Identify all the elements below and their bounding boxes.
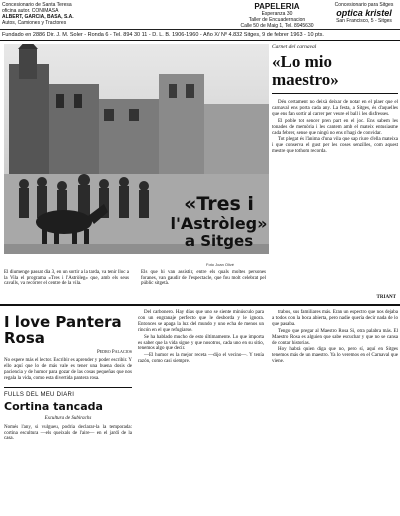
author-signature: TRIANT (376, 295, 396, 300)
headline-line: «Tres i (184, 193, 254, 215)
paragraph: Del carbonero. Hay días que uno se siente minúsculo para con un engranaje perfecto que le desborda y le ignora. Entonces se apaga la luz del mundo y uno echa de menos un rincón en el que refugiarse. (138, 310, 264, 333)
paragraph: El poble tot sencer pren part en el joc. Ens sabem les tonades de memòria i les cantem amb el mateix entusiasme cada febrer, sense que ningú no ens n'hagi de convidar. (272, 118, 398, 136)
headline-line: a Sitges (184, 232, 254, 250)
article-title: «Lo mio maestro» (272, 53, 398, 94)
paragraph: Tengo que pregar al Maestro Rosa Si, otra palabra más. El Maestro Rosa es alguien que sabe escuchar y que no se cansa de contar historias. (272, 328, 398, 346)
column-body (272, 310, 398, 365)
cortina-byline: Escultura de Subirachs (44, 415, 92, 421)
headline-line: l'Astròleg» (170, 214, 268, 233)
ad-title: PAPELERIA (254, 2, 300, 11)
article-kicker: Carnet del carnaval (272, 44, 317, 50)
advertising-strip (0, 0, 400, 30)
ad-line: ALBERT, GARCIA, BASA, S.A. (2, 14, 74, 20)
ad-line: Concesionario de Santa Teresa (2, 2, 72, 8)
column-right (272, 310, 398, 516)
column-divider (4, 387, 132, 388)
caption-column: El diumenge passat dia 3, en un sortir a la tarda, va tenir lloc a la Vila el programa «Tres i l'Astròleg» que, amb els seus cavalls, va recórrer el centre de la vila. (4, 270, 129, 287)
column-left (4, 310, 132, 516)
column-middle (138, 310, 264, 516)
stationery-ad (222, 2, 332, 29)
car-dealer-ad (2, 2, 140, 26)
paragraph: trabos, sus familiares más. Eran un espectro que nos dejaba a todos con la boca abierta, pero nadie quería decir nada de lo que pasaba. (272, 310, 398, 327)
pantera-body: No espere más el lector. Escribir es aprender y poder escribir. Y ello aquí que lo de más vale es tener una buena dosis de paciencia y de humor para gozar de las cosas pequeñas que nos regala la vida, como esta divertida pantera rosa. (4, 358, 132, 381)
paragraph: Hoy habrá quien diga que no, pero sí, aquí en Sitges tenemos más de un maestro. Ya lo veremos en el Carnaval que viene. (272, 347, 398, 365)
parade-photo (4, 44, 269, 254)
ad-line: San Francisco, 5 - Sitges (336, 18, 392, 24)
article-lo-mio-maestro (272, 44, 398, 302)
paragraph: Se ha hablado mucho de esto últimamente. Lo que importa es saber que la vida sigue y que nosotros, cada uno en su sitio, tenemos algo que decir. (138, 334, 264, 352)
ad-line: Autos, Camiones y Tractores (2, 20, 67, 26)
paragraph: Déu certament no deixà deixar de notar en el plaer que el carnaval ens porta cada any. La festa, a Sitges, és d'aquelles que ens fan sortir al carrer per veure el ball i les disfresses. (272, 100, 398, 117)
photo-headline (164, 194, 269, 250)
caption-column: Els que hi van assistir, entre els quals moltes persones foranes, van gaudir de l'espectacle, que fou molt celebrat pel públic sitgetà. (141, 270, 266, 287)
photo-credit: Foto Joan Olivé (206, 262, 235, 267)
pantera-headline: I love Pantera Rosa (4, 313, 122, 347)
paragraph: Tot plegat és l'ànima d'una vila que sap riure d'ella mateixa i que conserva el gust per les coses senzilles, com aquest mestre que tothom recorda. (272, 137, 398, 155)
ad-title: optica kristel (336, 8, 392, 18)
cortina-body: Només l'any, si vulgueu, podria declarar-la la temporada: cortina escultura —els queixals de l'aire— en el jardí de la casa. (4, 424, 132, 442)
ad-line: oficina autor. CONIMASA (2, 8, 59, 14)
ad-line: Calle 50 de Maig 1, Tel. 8945630 (240, 23, 314, 29)
column-body (138, 310, 264, 365)
section-label: FULLS DEL MEU DIARI (4, 391, 75, 398)
cortina-headline: Cortina tancada (4, 399, 103, 413)
section-divider (0, 304, 400, 306)
ad-line: Esperanza 30 (261, 11, 293, 17)
masthead: Fundado en 2886 Dir. J. M. Soler - Ronda 6 - Tel. 894 30 11 - D. L. B. 1906-1960 - Año X/ Nº 4.832 Sitges, 9 de febrer 1963 - 10 pts. (0, 30, 400, 41)
ad-line: Taller de Encuadernacion (248, 17, 306, 23)
pantera-byline: Pedro Palacios (96, 350, 132, 355)
article-body (272, 100, 398, 155)
ad-line: Concesionario para Sitges (334, 2, 394, 8)
optician-ad (330, 2, 398, 24)
paragraph: —El humor es la mejor receta —dijo el vecino—. Y tenía razón, como casi siempre. (138, 353, 264, 365)
